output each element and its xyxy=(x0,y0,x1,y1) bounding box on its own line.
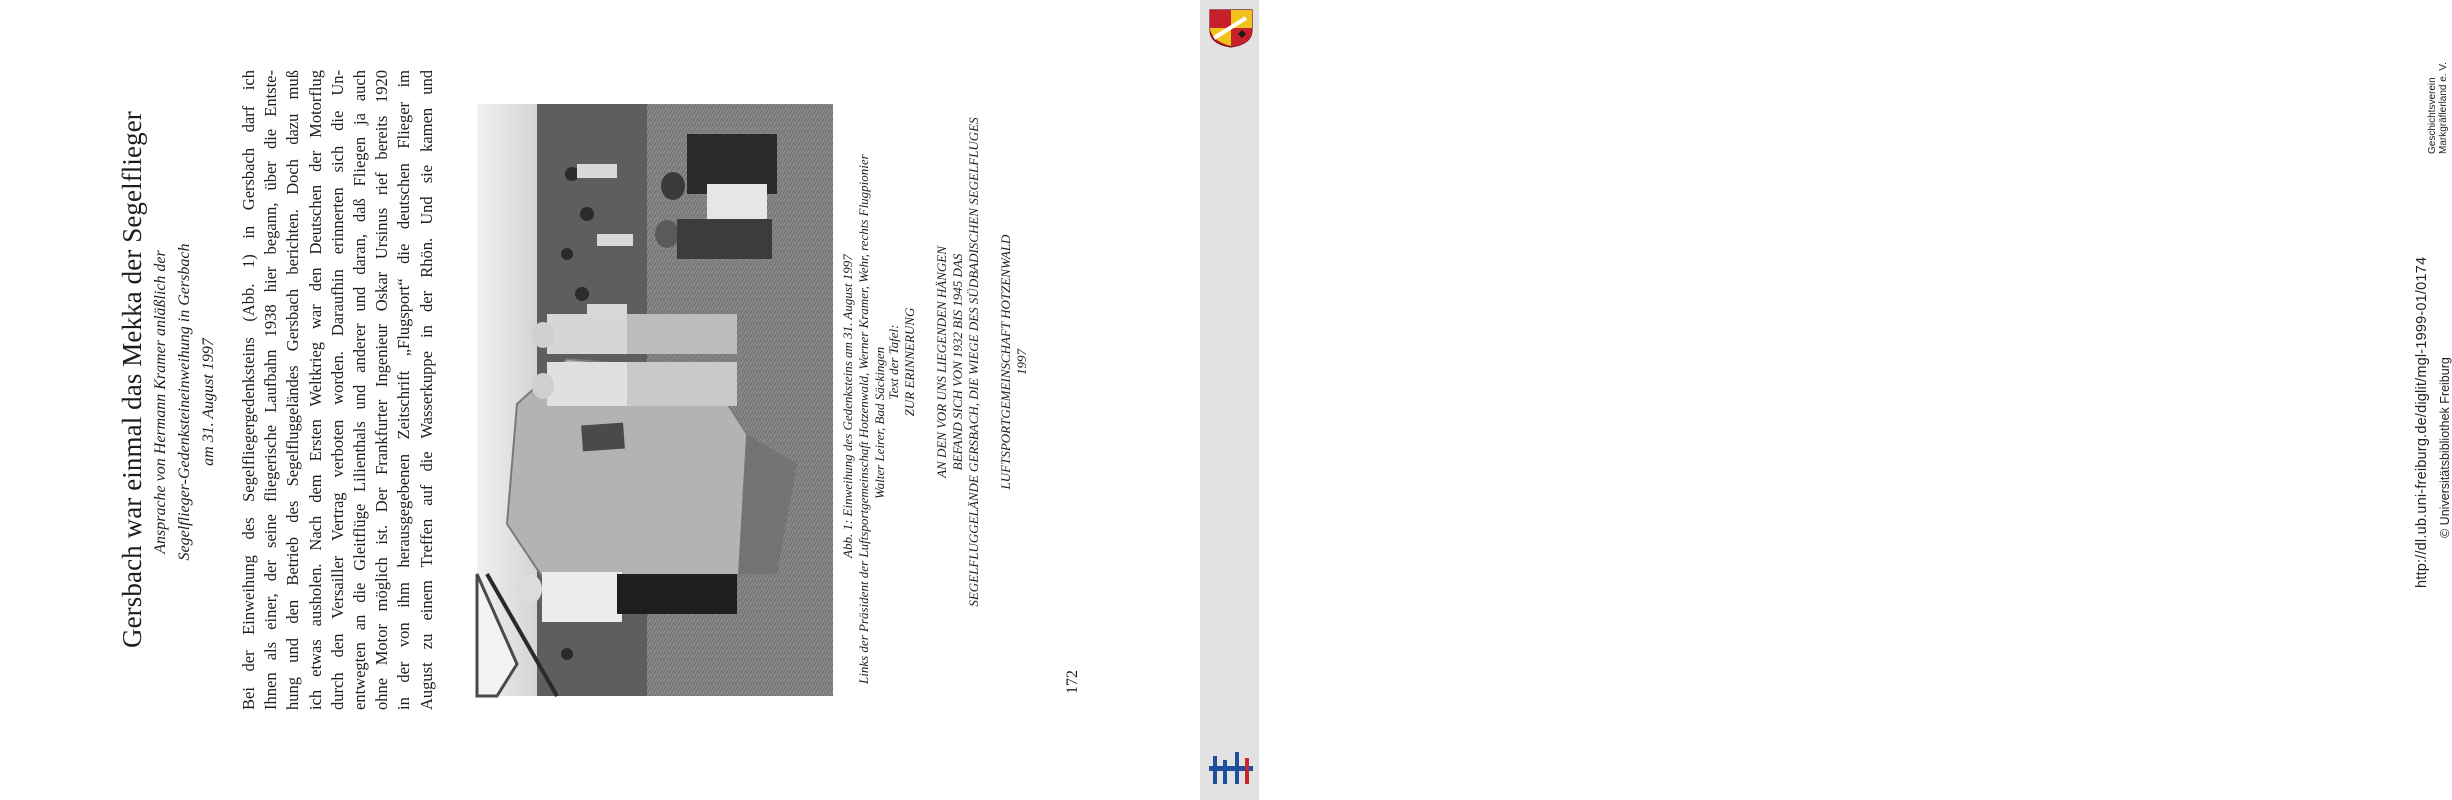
society-line: Geschichtsverein xyxy=(2427,77,2438,154)
society-line: Markgräflerland e. V. xyxy=(2438,62,2449,154)
subtitle-line: Segelflieger-Gedenksteineinweihung in Gersbach xyxy=(176,243,193,561)
ceremony-photo xyxy=(477,104,833,696)
body-line: Ihnen als einer, der seine fliegerische Laufbahn 1938 hier begann, über die Entste- xyxy=(261,70,281,710)
plaque-text xyxy=(886,62,1030,662)
caption-line: Abb. 1: Einweihung des Gedenksteins am 31. August 1997 xyxy=(840,254,855,558)
subtitle-line: Ansprache von Hermann Kramer anläßlich der xyxy=(152,250,169,554)
subtitle-line: am 31. August 1997 xyxy=(200,338,217,466)
caption-line: Walter Leirer, Bad Säckingen xyxy=(872,346,887,499)
body-line: ohne Motor möglich ist. Der Frankfurter Ingenieur Oskar Ursinus rief bereits 1920 xyxy=(372,70,392,710)
plaque-line: Text der Tafel: xyxy=(886,324,901,400)
plaque-line: BEFAND SICH VON 1932 BIS 1945 DAS xyxy=(950,253,965,471)
body-line: ich etwas ausholen. Nach dem Ersten Weltkrieg war den Deutschen der Motorflug xyxy=(305,70,325,710)
copyright-notice: © Universitätsbibliothek Freiburg xyxy=(2438,357,2452,538)
society-name xyxy=(2427,62,2449,154)
plaque-line: SEGELFLUGGELÄNDE GERSBACH, DIE WIEGE DES SÜDBADISCHEN SEGELFLUGES xyxy=(966,117,981,607)
photo-caption xyxy=(840,154,888,684)
body-line: in der von ihm herausgegebenen Zeitschrift „Flugsport“ die deutschen Flieger im xyxy=(394,70,414,710)
permalink-url[interactable]: http://dl.ub.uni-freiburg.de/diglit/mgl-1999-01/0174 xyxy=(2414,256,2430,588)
body-line: durch den Versailler Vertrag verboten worden. Daraufhin erinnerten sich die Un- xyxy=(327,70,347,710)
article-body xyxy=(238,70,438,710)
body-line: hung und den Betrieb des Segelfluggeländes Gersbach berichten. Doch dazu muß xyxy=(283,70,303,710)
ub-logo-icon xyxy=(1209,752,1253,788)
viewer-sidebar xyxy=(1200,0,2452,800)
article-title: Gersbach war einmal das Mekka der Segelflieger xyxy=(117,111,147,648)
plaque-line: 1997 xyxy=(1014,349,1029,375)
body-line: entwegten an die Gleitflüge Lilienthals und anderer und daran, daß Fliegen ja auch xyxy=(350,70,370,710)
caption-line: Links der Präsident der Luftsportgemeinschaft Hotzenwald, Werner Kramer, Wehr, rechts Flugpionier xyxy=(856,154,871,684)
coat-of-arms-icon xyxy=(1208,8,1254,48)
page-number: 172 xyxy=(1064,670,1081,694)
plaque-line: AN DEN VOR UNS LIEGENDEN HÄNGEN xyxy=(934,246,949,478)
plaque-line: LUFTSPORTGEMEINSCHAFT HOTZENWALD xyxy=(998,234,1013,490)
body-line: Bei der Einweihung des Segelfliegergedenksteins (Abb. 1) in Gersbach darf ich xyxy=(239,70,258,710)
document-page xyxy=(0,0,1200,800)
plaque-line: ZUR ERINNERUNG xyxy=(902,307,917,417)
article-subtitle xyxy=(149,92,221,712)
body-line: August zu einem Treffen auf die Wasserkuppe in der Rhön. Und sie kamen und xyxy=(416,70,436,710)
